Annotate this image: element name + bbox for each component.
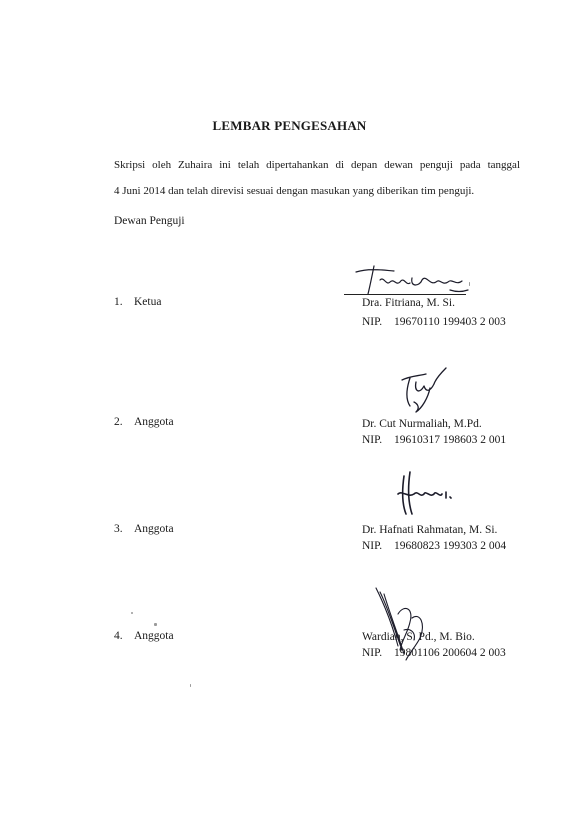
examiner-2-name: Dr. Cut Nurmaliah, M.Pd. — [362, 418, 482, 430]
page-title: LEMBAR PENGESAHAN — [212, 118, 367, 133]
signature-examiner-4 — [364, 584, 444, 664]
examiner-2-nip-label: NIP. — [362, 434, 383, 446]
examiner-3-number: 3. — [114, 523, 123, 535]
examiner-4-nip-label: NIP. — [362, 647, 383, 659]
examiner-3-role-label: Anggota — [134, 523, 174, 535]
scan-speck — [190, 684, 191, 687]
examiner-4-nip-value: 19801106 200604 2 003 — [394, 647, 506, 659]
examiner-2-nip-value: 19610317 198603 2 001 — [394, 434, 507, 446]
examiner-1-nip-label: NIP. — [362, 316, 383, 328]
examiner-1-number: 1. — [114, 296, 123, 308]
scan-speck — [131, 612, 133, 614]
examiner-3-nip-label: NIP. — [362, 540, 383, 552]
examiner-4-role — [114, 630, 174, 642]
examiner-4-number: 4. — [114, 630, 123, 642]
examiner-3-name: Dr. Hafnati Rahmatan, M. Si. — [362, 524, 498, 536]
examiner-2-role-label: Anggota — [134, 416, 174, 428]
signature-line — [344, 294, 466, 295]
statement-line-2: 4 Juni 2014 dan telah direvisi sesuai dengan masukan yang diberikan tim penguji. — [114, 185, 475, 197]
examiner-1-role-label: Ketua — [134, 296, 162, 308]
examiner-1-role — [114, 296, 161, 308]
scan-speck — [154, 623, 157, 626]
signature-examiner-1 — [350, 262, 480, 302]
examiner-1-nip — [362, 316, 506, 328]
signature-examiner-3 — [390, 468, 460, 520]
examiner-2-role — [114, 416, 174, 428]
board-label: Dewan Penguji — [114, 215, 185, 227]
examiner-2-nip — [362, 434, 506, 446]
signature-examiner-2 — [396, 364, 456, 416]
examiner-3-role — [114, 523, 174, 535]
examiner-1-nip-value: 19670110 199403 2 003 — [394, 316, 506, 328]
examiner-3-nip — [362, 540, 506, 552]
scan-speck — [469, 282, 470, 286]
statement-line-1: Skripsi oleh Zuhaira ini telah dipertahankan di depan dewan penguji pada tanggal — [114, 159, 520, 171]
examiner-4-name: Wardiah, S. Pd., M. Bio. — [362, 631, 475, 643]
examiner-4-role-label: Anggota — [134, 630, 174, 642]
examiner-2-number: 2. — [114, 416, 123, 428]
examiner-3-nip-value: 19680823 199303 2 004 — [394, 540, 507, 552]
examiner-1-name: Dra. Fitriana, M. Si. — [362, 297, 455, 309]
statement-paragraph — [114, 152, 520, 204]
